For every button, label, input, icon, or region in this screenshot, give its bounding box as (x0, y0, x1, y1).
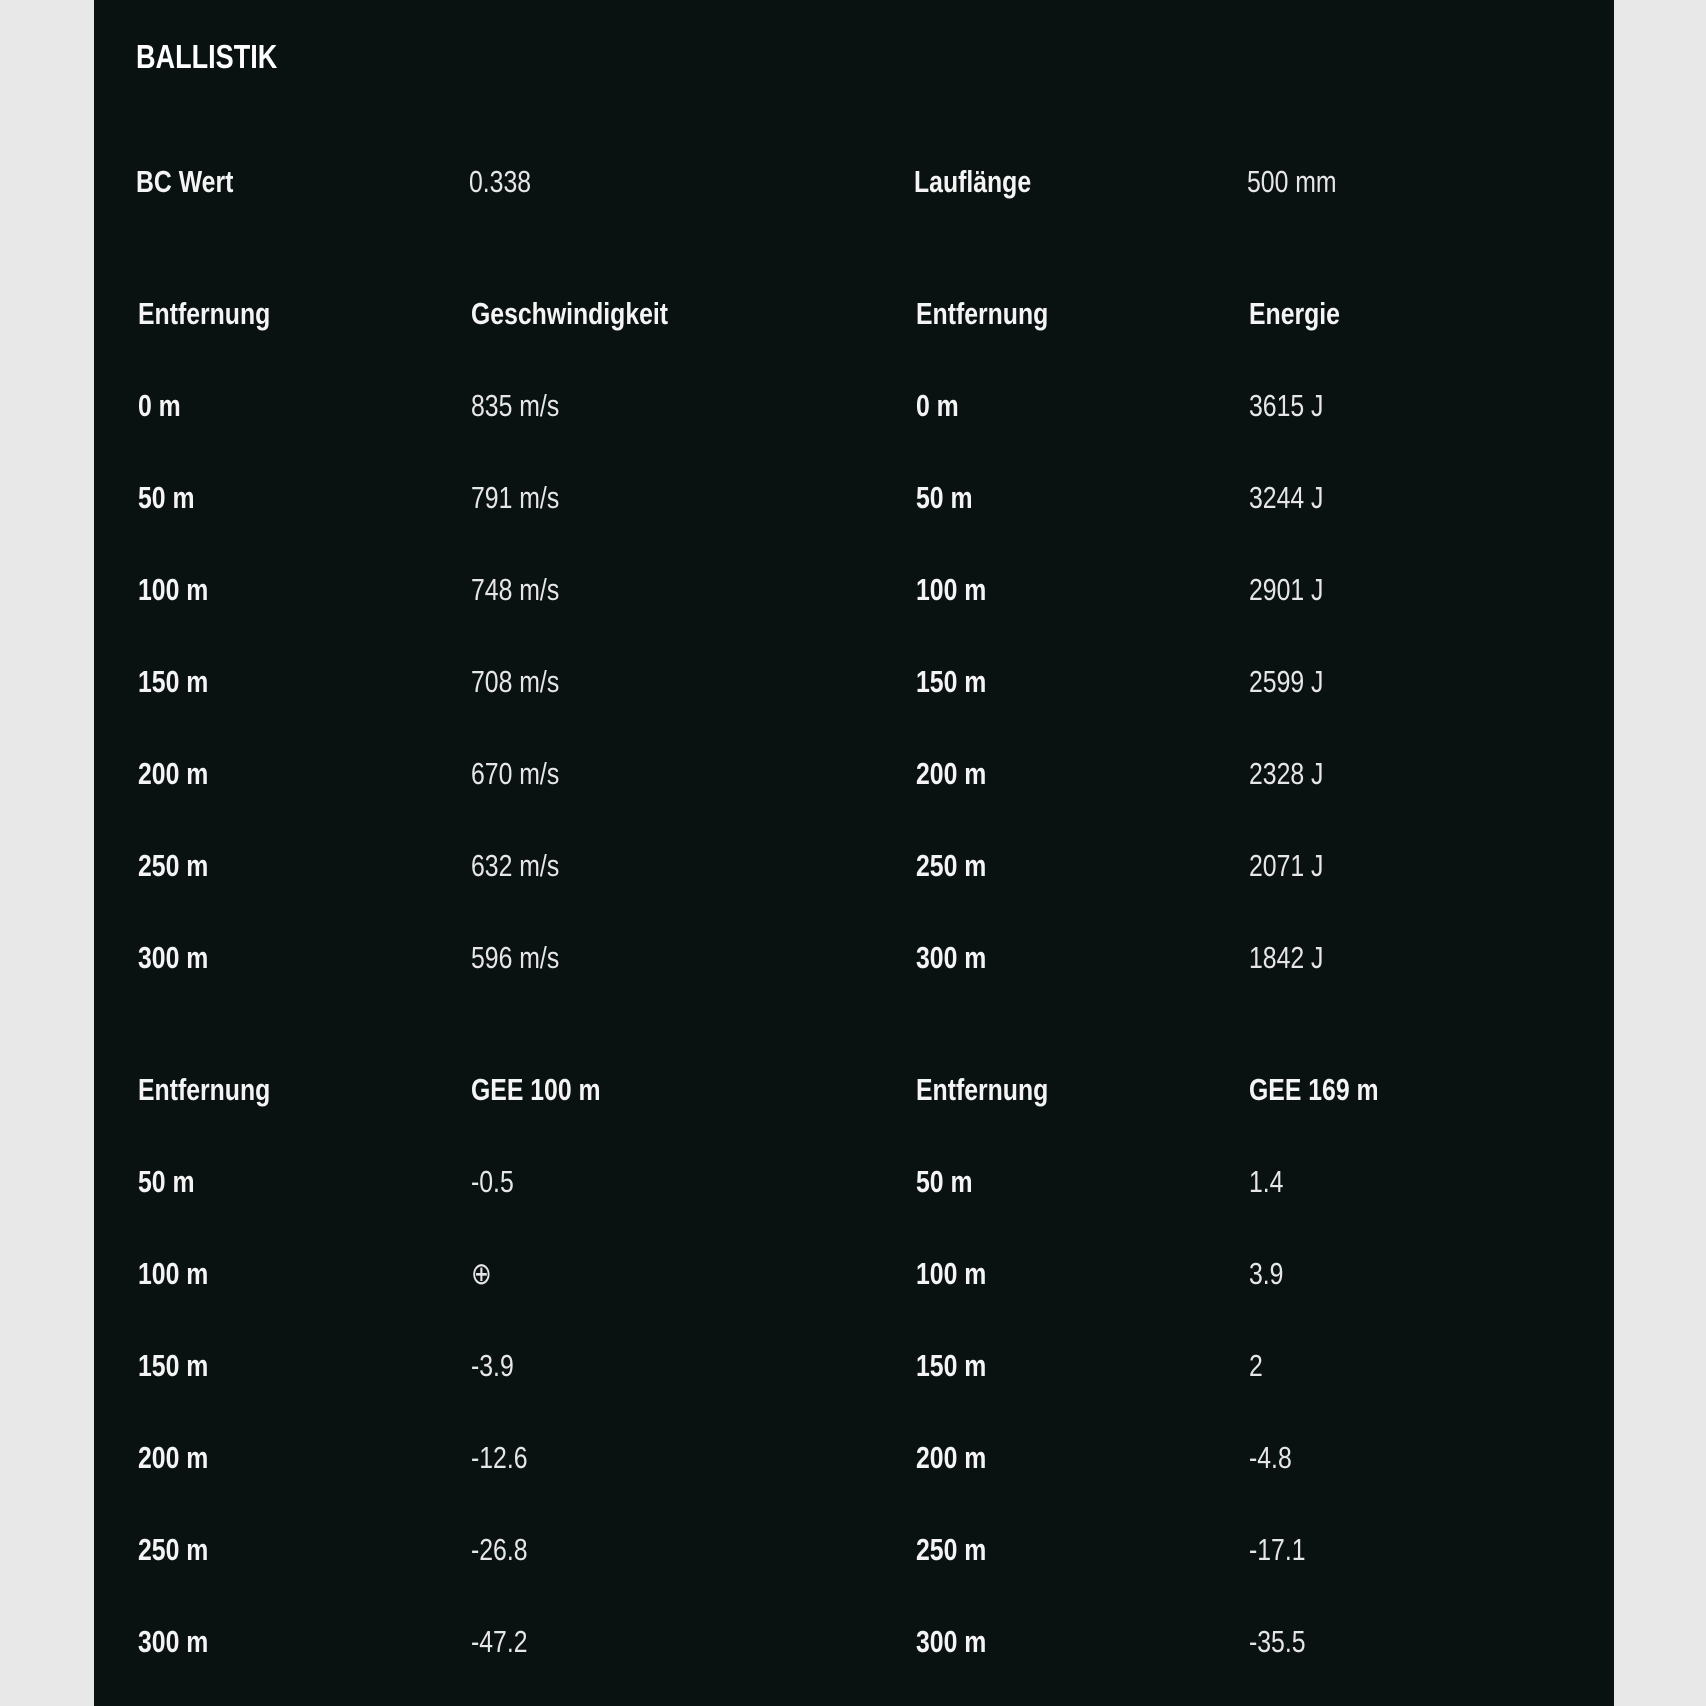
distance-cell: 150 m (138, 1348, 209, 1383)
velocity-cell: 791 m/s (471, 480, 560, 515)
energy-cell: 1842 J (1249, 940, 1324, 975)
section-title: BALLISTIK (136, 38, 278, 75)
barrel-length-label: Lauflänge (914, 164, 1032, 199)
table-row (94, 752, 1614, 796)
distance-cell: 100 m (916, 572, 987, 607)
column-header: Entfernung (916, 1072, 1049, 1107)
distance-cell: 50 m (916, 1164, 973, 1199)
velocity-cell: 596 m/s (471, 940, 560, 975)
column-header: Geschwindigkeit (471, 296, 669, 331)
distance-cell: 300 m (916, 940, 987, 975)
gee100-cell: -26.8 (471, 1532, 528, 1567)
distance-cell: 300 m (138, 1624, 209, 1659)
table-header-row (94, 1068, 1614, 1112)
velocity-cell: 835 m/s (471, 388, 560, 423)
energy-cell: 3244 J (1249, 480, 1324, 515)
table-row (94, 1528, 1614, 1572)
gee100-cell: -3.9 (471, 1348, 514, 1383)
velocity-cell: 670 m/s (471, 756, 560, 791)
energy-cell: 2071 J (1249, 848, 1324, 883)
distance-cell: 200 m (138, 1440, 209, 1475)
distance-cell: 300 m (138, 940, 209, 975)
energy-cell: 2599 J (1249, 664, 1324, 699)
ballistics-panel (94, 0, 1614, 1706)
table-row (94, 1160, 1614, 1204)
gee100-cell: -47.2 (471, 1624, 528, 1659)
distance-cell: 200 m (916, 756, 987, 791)
gee169-cell: 2 (1249, 1348, 1263, 1383)
table-row (94, 1620, 1614, 1664)
distance-cell: 250 m (916, 1532, 987, 1567)
gee169-cell: 1.4 (1249, 1164, 1284, 1199)
column-header: Entfernung (916, 296, 1049, 331)
distance-cell: 300 m (916, 1624, 987, 1659)
column-header: Entfernung (138, 296, 271, 331)
table-row (94, 660, 1614, 704)
distance-cell: 50 m (916, 480, 973, 515)
distance-cell: 250 m (916, 848, 987, 883)
bc-value: 0.338 (469, 164, 532, 199)
distance-cell: 150 m (916, 664, 987, 699)
distance-cell: 100 m (138, 572, 209, 607)
velocity-cell: 748 m/s (471, 572, 560, 607)
gee100-cell: -12.6 (471, 1440, 528, 1475)
barrel-length-value: 500 mm (1247, 164, 1337, 199)
gee169-cell: -4.8 (1249, 1440, 1292, 1475)
column-header: Entfernung (138, 1072, 271, 1107)
distance-cell: 250 m (138, 848, 209, 883)
table-row (94, 1344, 1614, 1388)
table-row (94, 476, 1614, 520)
table-row (94, 844, 1614, 888)
distance-cell: 50 m (138, 480, 195, 515)
bc-label: BC Wert (136, 164, 234, 199)
zero-point-icon: ⊕ (471, 1256, 492, 1291)
distance-cell: 250 m (138, 1532, 209, 1567)
distance-cell: 0 m (138, 388, 181, 423)
distance-cell: 150 m (138, 664, 209, 699)
distance-cell: 50 m (138, 1164, 195, 1199)
table-row (94, 1436, 1614, 1480)
gee169-cell: 3.9 (1249, 1256, 1284, 1291)
meta-row (94, 160, 1614, 204)
column-header: GEE 169 m (1249, 1072, 1379, 1107)
distance-cell: 100 m (138, 1256, 209, 1291)
distance-cell: 0 m (916, 388, 959, 423)
energy-cell: 2328 J (1249, 756, 1324, 791)
energy-cell: 3615 J (1249, 388, 1324, 423)
velocity-cell: 708 m/s (471, 664, 560, 699)
column-header: Energie (1249, 296, 1340, 331)
velocity-cell: 632 m/s (471, 848, 560, 883)
distance-cell: 200 m (138, 756, 209, 791)
distance-cell: 200 m (916, 1440, 987, 1475)
table-row (94, 1252, 1614, 1296)
distance-cell: 150 m (916, 1348, 987, 1383)
table-row (94, 384, 1614, 428)
gee169-cell: -35.5 (1249, 1624, 1306, 1659)
gee100-cell: -0.5 (471, 1164, 514, 1199)
column-header: GEE 100 m (471, 1072, 601, 1107)
table-row (94, 568, 1614, 612)
gee169-cell: -17.1 (1249, 1532, 1306, 1567)
distance-cell: 100 m (916, 1256, 987, 1291)
energy-cell: 2901 J (1249, 572, 1324, 607)
table-header-row (94, 292, 1614, 336)
table-row (94, 936, 1614, 980)
